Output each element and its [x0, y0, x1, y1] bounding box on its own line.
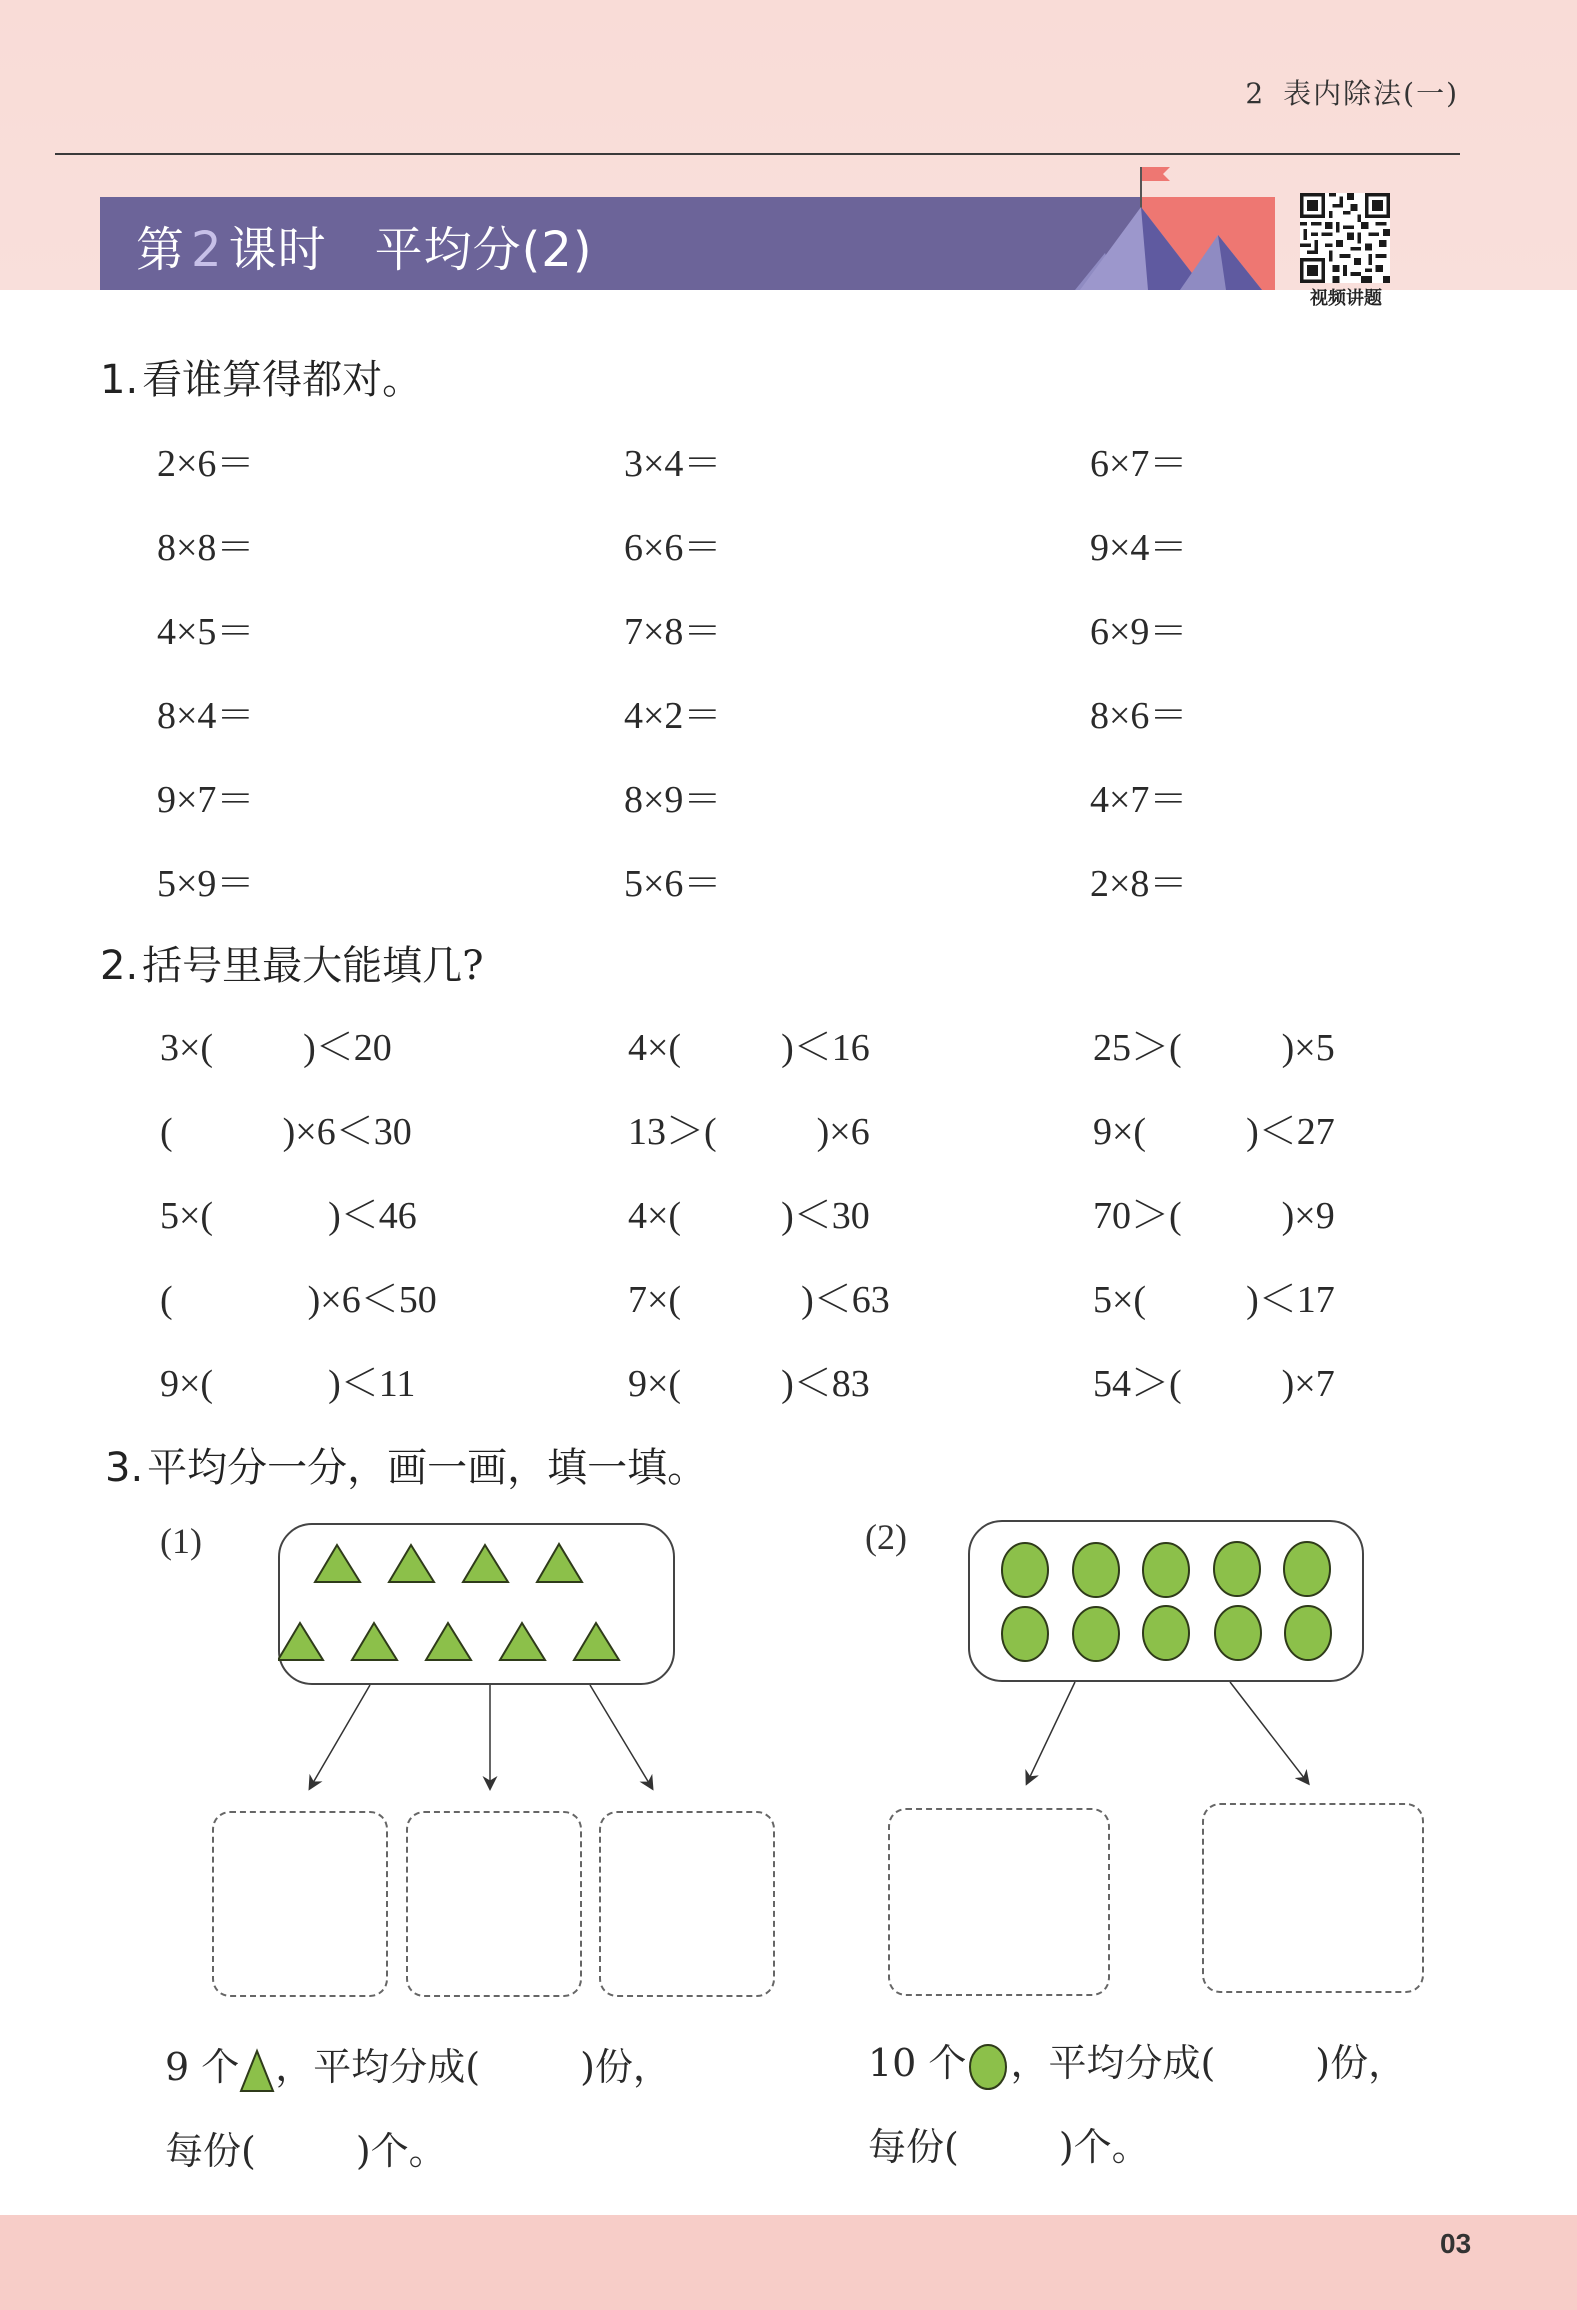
triangle-icon [239, 2048, 275, 2094]
part-2-groups-suffix: )份， [1315, 2041, 1407, 2085]
arrow-icon [590, 1685, 652, 1788]
drawing-area-2-1[interactable] [888, 1808, 1110, 1996]
inequality-left: 54＞( [1093, 1363, 1182, 1405]
multiplication-problem: 8×8＝ [157, 527, 255, 569]
multiplication-problem: 4×7＝ [1090, 779, 1188, 821]
circle-icon [966, 2042, 1010, 2092]
inequality-left: 4×( [628, 1027, 682, 1069]
part-1-label: (1) [160, 1521, 202, 1561]
multiplication-problem: 9×4＝ [1090, 527, 1188, 569]
inequality-left: 3×( [160, 1027, 214, 1069]
multiplication-problem: 5×9＝ [157, 863, 255, 905]
inequality-problem [628, 1100, 870, 1155]
inequality-problem [628, 1268, 890, 1323]
chapter-title: 表内除法(一) [1283, 77, 1459, 110]
triangle-icon [500, 1623, 545, 1660]
part-2-each-suffix: )个。 [1058, 2125, 1150, 2169]
section-1-text: 看谁算得都对。 [142, 357, 423, 403]
inequality-left: 9×( [160, 1363, 214, 1405]
page-number: 03 [1440, 2228, 1472, 2259]
inequality-left: ( [160, 1111, 173, 1153]
triangle-icon [315, 1545, 360, 1582]
circle-icon [1143, 1606, 1189, 1660]
lesson-topic: 平均分(2) [374, 222, 593, 278]
inequality-problem [628, 1352, 870, 1407]
inequality-problem [160, 1268, 437, 1323]
inequality-problem [160, 1184, 417, 1239]
part-1-groups-prompt: ，平均分成( [275, 2045, 481, 2089]
inequality-right: )×6 [816, 1111, 870, 1153]
multiplication-problem: 9×7＝ [157, 779, 255, 821]
circle-icon [1073, 1543, 1119, 1597]
section-3-title [105, 1436, 707, 1493]
inequality-right: )×6＜50 [307, 1279, 437, 1321]
arrow-icon [1027, 1682, 1075, 1783]
drawing-area-1-1[interactable] [212, 1811, 388, 1997]
triangle-icon [352, 1623, 397, 1660]
part-1-count-text: 9 个 [165, 2045, 240, 2089]
part-1-each-prompt: 每份( [165, 2129, 256, 2173]
multiplication-problem: 8×6＝ [1090, 695, 1188, 737]
footer-background [0, 2215, 1577, 2310]
lesson-number: 2 [191, 222, 223, 278]
lesson-title [136, 211, 593, 280]
inequality-left: 5×( [160, 1195, 214, 1237]
inequality-right: )×6＜30 [282, 1111, 412, 1153]
inequality-problem [160, 1352, 415, 1407]
inequality-right: )＜20 [303, 1027, 392, 1069]
section-1-title [100, 348, 422, 405]
multiplication-problem: 6×7＝ [1090, 443, 1188, 485]
drawing-area-1-2[interactable] [406, 1811, 582, 1997]
inequality-problem [1093, 1268, 1335, 1323]
triangle-icon [389, 1545, 434, 1582]
circle-icon [1143, 1543, 1189, 1597]
inequality-right: )＜17 [1246, 1279, 1335, 1321]
multiplication-problem: 7×8＝ [624, 611, 722, 653]
part-2-line-1 [868, 2032, 1406, 2092]
triangle-icon [537, 1544, 582, 1582]
section-2-number: 2. [100, 943, 139, 989]
circle-icon [1073, 1607, 1119, 1661]
part-2-groups-prompt: ，平均分成( [1010, 2041, 1216, 2085]
inequality-right: )＜30 [781, 1195, 870, 1237]
inequality-problem [628, 1016, 870, 1071]
circle-icon [1214, 1542, 1260, 1596]
triangle-icon [278, 1623, 323, 1660]
inequality-problem [1093, 1184, 1335, 1239]
qr-code-icon[interactable] [1300, 193, 1390, 283]
chapter-number: 2 [1245, 77, 1266, 110]
running-header [1245, 72, 1459, 112]
multiplication-problem: 4×2＝ [624, 695, 722, 737]
multiplication-problem: 6×9＝ [1090, 611, 1188, 653]
circle-icon [1284, 1542, 1330, 1596]
multiplication-problem: 2×8＝ [1090, 863, 1188, 905]
inequality-left: ( [160, 1279, 173, 1321]
multiplication-problem: 8×4＝ [157, 695, 255, 737]
inequality-problem [160, 1100, 412, 1155]
section-1-number: 1. [100, 357, 139, 403]
part-1-line-2 [165, 2120, 447, 2175]
section-2-text: 括号里最大能填几? [142, 943, 484, 989]
mountain-flag-icon [1030, 155, 1290, 290]
inequality-right: )＜27 [1246, 1111, 1335, 1153]
part-2-arrows [1000, 1680, 1330, 1800]
arrow-icon [310, 1685, 370, 1788]
inequality-left: 7×( [628, 1279, 682, 1321]
multiplication-problem: 8×9＝ [624, 779, 722, 821]
inequality-left: 5×( [1093, 1279, 1147, 1321]
circle-icon [1002, 1543, 1048, 1597]
section-3-number: 3. [105, 1445, 144, 1491]
multiplication-problem: 5×6＝ [624, 863, 722, 905]
triangles-set [278, 1523, 673, 1683]
inequality-right: )＜11 [328, 1363, 416, 1405]
part-1-arrows [290, 1680, 670, 1800]
circle-icon [1285, 1606, 1331, 1660]
circle-icon [1002, 1607, 1048, 1661]
inequality-left: 25＞( [1093, 1027, 1182, 1069]
part-2-count-text: 10 个 [868, 2041, 967, 2085]
inequality-right: )＜63 [801, 1279, 890, 1321]
inequality-right: )＜46 [328, 1195, 417, 1237]
inequality-left: 9×( [1093, 1111, 1147, 1153]
multiplication-problem: 2×6＝ [157, 443, 255, 485]
part-2-label: (2) [865, 1517, 907, 1557]
qr-label: 视频讲题 [1310, 288, 1382, 309]
triangle-icon [574, 1623, 619, 1660]
inequality-problem [1093, 1016, 1335, 1071]
circle-icon [1215, 1606, 1261, 1660]
inequality-problem [1093, 1352, 1335, 1407]
inequality-left: 13＞( [628, 1111, 717, 1153]
lesson-prefix: 第 [136, 222, 186, 278]
part-2-each-prompt: 每份( [868, 2125, 959, 2169]
section-3-text: 平均分一分，画一画，填一填。 [147, 1445, 708, 1491]
part-1-groups-suffix: )份， [580, 2045, 671, 2089]
inequality-right: )×5 [1281, 1027, 1335, 1069]
lesson-suffix: 课时 [228, 222, 327, 278]
inequality-right: )×9 [1281, 1195, 1335, 1237]
multiplication-problem: 6×6＝ [624, 527, 722, 569]
inequality-right: )×7 [1281, 1363, 1335, 1405]
inequality-left: 4×( [628, 1195, 682, 1237]
section-2-title [100, 934, 484, 991]
drawing-area-1-3[interactable] [599, 1811, 775, 1997]
part-1-each-suffix: )个。 [355, 2129, 447, 2173]
inequality-left: 70＞( [1093, 1195, 1182, 1237]
inequality-problem [628, 1184, 870, 1239]
inequality-right: )＜16 [781, 1027, 870, 1069]
circles-set [968, 1520, 1363, 1680]
multiplication-problem: 3×4＝ [624, 443, 722, 485]
inequality-left: 9×( [628, 1363, 682, 1405]
triangle-icon [463, 1545, 508, 1582]
drawing-area-2-2[interactable] [1202, 1803, 1424, 1993]
inequality-problem [1093, 1100, 1335, 1155]
part-2-line-2 [868, 2116, 1150, 2171]
arrow-icon [1230, 1682, 1308, 1783]
triangle-icon [426, 1623, 471, 1660]
inequality-problem [160, 1016, 392, 1071]
inequality-right: )＜83 [781, 1363, 870, 1405]
part-1-line-1 [165, 2036, 671, 2094]
multiplication-problem: 4×5＝ [157, 611, 255, 653]
